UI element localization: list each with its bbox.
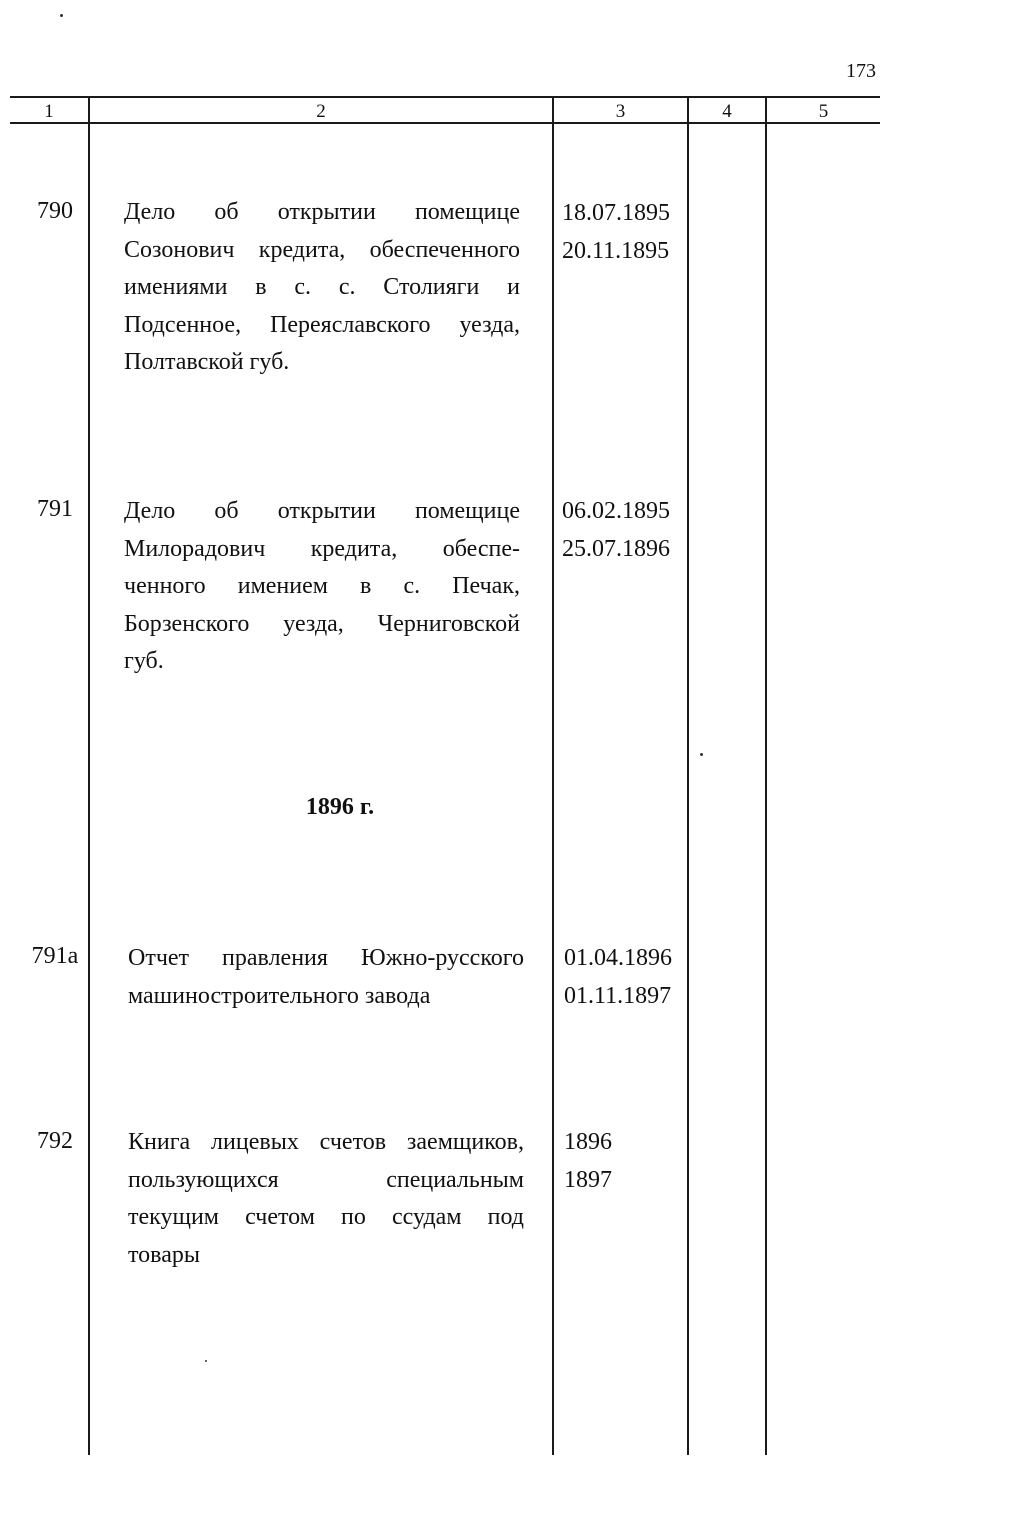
entry-description: [128, 1124, 524, 1274]
scan-speck: [700, 753, 703, 756]
entry-description: [128, 940, 524, 1015]
description-line: Милорадович кредита, обеспе-: [124, 535, 520, 562]
column-header-1: 1: [44, 101, 54, 122]
page-number: 173: [846, 60, 876, 82]
date-start: 18.07.1895: [562, 200, 670, 226]
date-end: 25.07.1896: [562, 535, 670, 562]
description-line: Созонович кредита, обеспеченного: [124, 236, 520, 263]
entry-number: 791: [37, 496, 73, 522]
description-line: ченного имением в с. Печак,: [124, 573, 520, 599]
entry-number: 792: [37, 1128, 73, 1154]
date-start: 06.02.1895: [562, 498, 670, 524]
date-start: 01.04.1896: [564, 945, 672, 971]
entry-number: 790: [37, 198, 73, 224]
description-line: Борзенского уезда, Черниговской: [124, 610, 520, 637]
entry-dates: [564, 940, 672, 1015]
scan-speck: [60, 14, 63, 17]
description-line: Полтавской губ.: [124, 349, 290, 375]
description-line: пользующихся специальным: [128, 1166, 524, 1193]
entry-dates: [562, 195, 670, 270]
entry-description: [124, 194, 520, 382]
column-header-2: 2: [316, 101, 326, 122]
scan-speck: [205, 1360, 207, 1362]
entry-dates: [562, 493, 670, 568]
description-line: Дело об открытии помещице: [124, 199, 520, 225]
date-end: 1897: [564, 1166, 612, 1193]
description-line: Дело об открытии помещице: [124, 498, 520, 524]
description-line: Книга лицевых счетов заемщиков,: [128, 1129, 524, 1155]
entry-dates: [564, 1124, 612, 1199]
column-header-5: 5: [818, 101, 829, 122]
description-line: машиностроительного завода: [128, 982, 431, 1009]
description-line: Подсенное, Переяславского уезда,: [124, 311, 520, 338]
description-line: губ.: [124, 648, 164, 674]
column-divider-3: [687, 97, 689, 1455]
entry-description: [124, 493, 520, 681]
description-line: товары: [128, 1241, 200, 1268]
description-line: имениями в с. с. Столияги и: [124, 274, 520, 300]
column-header-3: 3: [615, 101, 626, 122]
description-line: текущим счетом по ссудам под: [128, 1204, 524, 1230]
column-divider-2: [552, 97, 554, 1455]
year-heading: 1896 г.: [305, 794, 375, 820]
date-start: 1896: [564, 1129, 612, 1155]
entry-number: 791а: [31, 943, 79, 969]
column-header-4: 4: [722, 101, 732, 122]
date-end: 01.11.1897: [564, 982, 672, 1009]
date-end: 20.11.1895: [562, 237, 670, 264]
column-divider-4: [765, 97, 767, 1455]
description-line: Отчет правления Южно-русского: [128, 945, 524, 971]
header-top-rule: [10, 96, 880, 98]
column-divider-1: [88, 97, 90, 1455]
